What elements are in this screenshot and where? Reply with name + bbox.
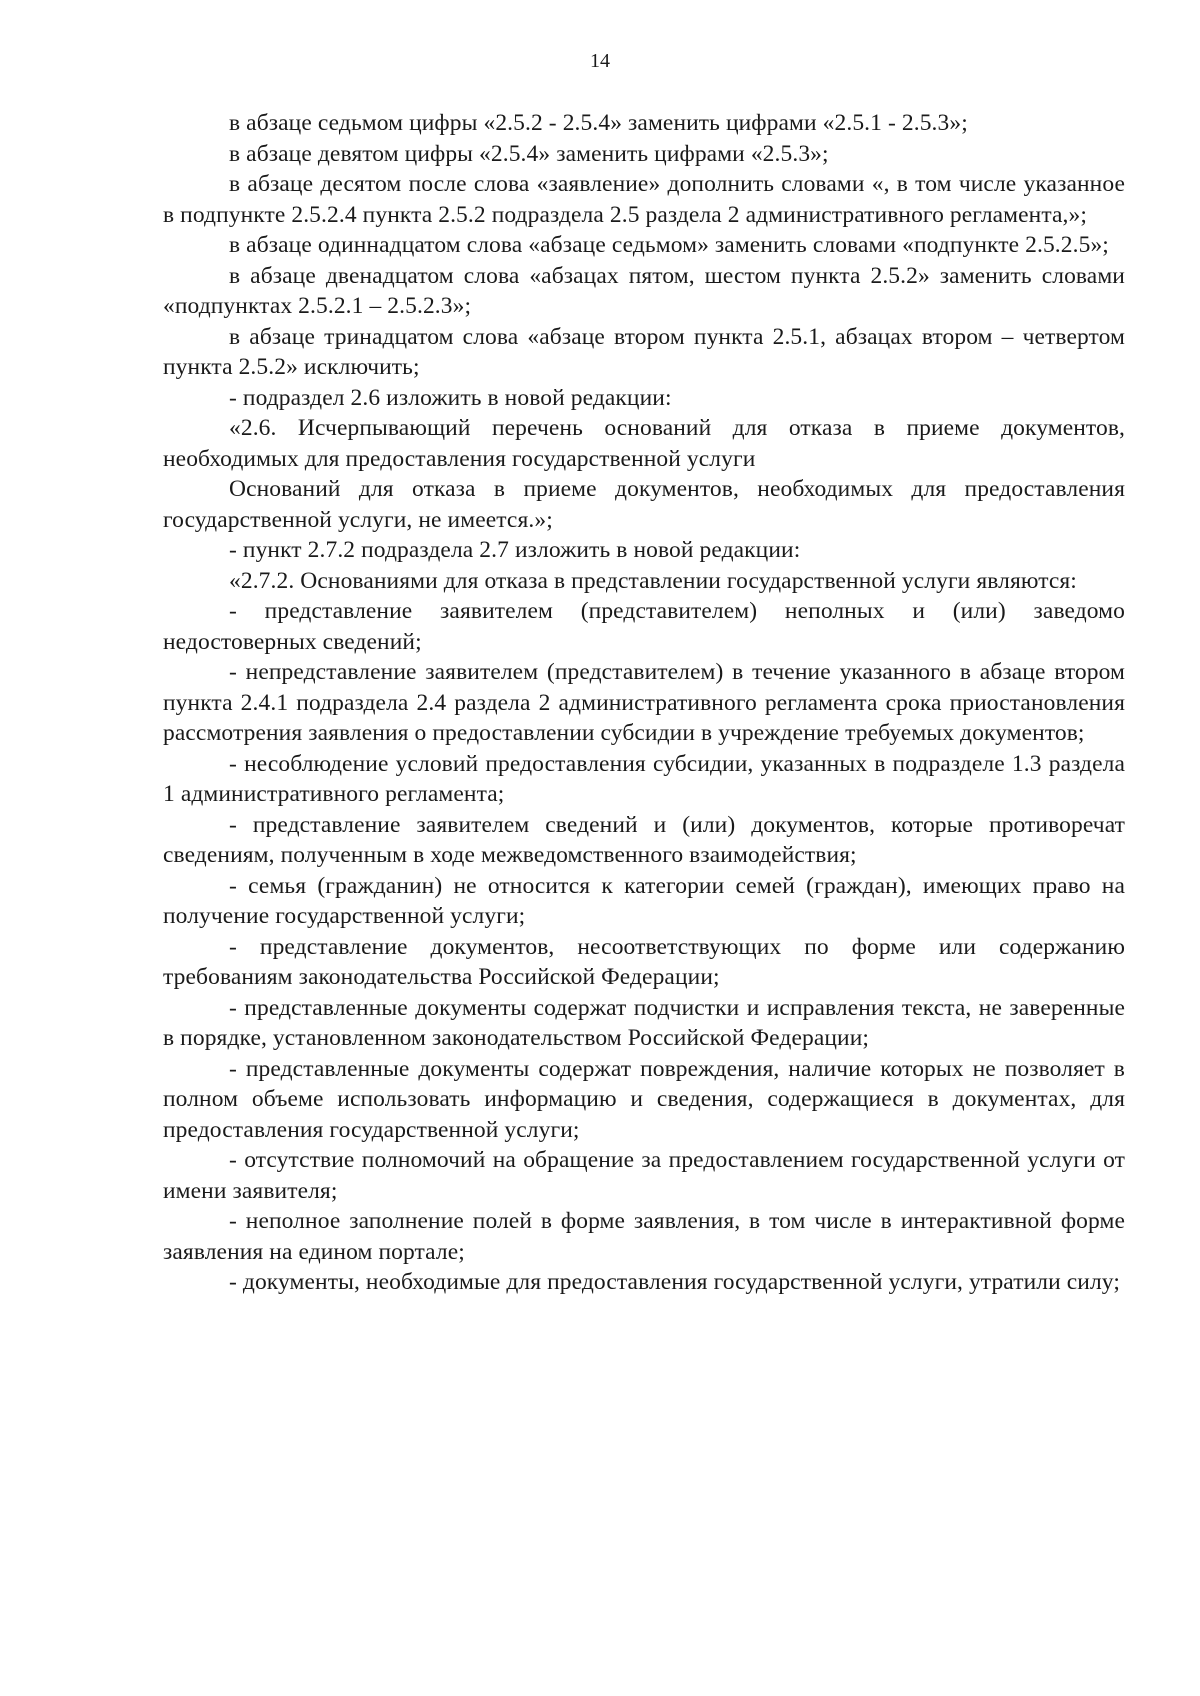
page-number: 14 (590, 50, 610, 72)
paragraph: - непредставление заявителем (представителем) в течение указанного в абзаце втором пункта 2.4.1 подраздела 2.4 раздела 2 административного регламента срока приостановления рассмотрения заявления о предоставлении субсидии в учреждение требуемых документов; (163, 659, 1125, 746)
paragraph: - несоблюдение условий предоставления субсидии, указанных в подразделе 1.3 раздела 1 административного регламента; (163, 750, 1125, 807)
paragraph: - отсутствие полномочий на обращение за предоставлением государственной услуги от имени заявителя; (163, 1147, 1125, 1204)
document-body (163, 108, 1125, 1298)
paragraph: в абзаце одиннадцатом слова «абзаце седьмом» заменить словами «подпункте 2.5.2.5»; (229, 232, 1109, 258)
paragraph: в абзаце седьмом цифры «2.5.2 - 2.5.4» заменить цифрами «2.5.1 - 2.5.3»; (229, 110, 968, 136)
paragraph: в абзаце десятом после слова «заявление» дополнить словами «, в том числе указанное в подпункте 2.5.2.4 пункта 2.5.2 подраздела 2.5 раздела 2 административного регламента,»; (163, 171, 1125, 228)
paragraph: - представление документов, несоответствующих по форме или содержанию требованиям законодательства Российской Федерации; (163, 933, 1125, 990)
paragraph: «2.6. Исчерпывающий перечень оснований для отказа в приеме документов, необходимых для предоставления государственной услуги (163, 415, 1125, 472)
paragraph: - представление заявителем сведений и (или) документов, которые противоречат сведениям, полученным в ходе межведомственного взаимодействия; (163, 811, 1125, 868)
paragraph: - документы, необходимые для предоставления государственной услуги, утратили силу; (229, 1269, 1120, 1295)
paragraph: в абзаце тринадцатом слова «абзаце втором пункта 2.5.1, абзацах втором – четвертом пункта 2.5.2» исключить; (163, 323, 1125, 380)
paragraph: «2.7.2. Основаниями для отказа в представлении государственной услуги являются: (229, 567, 1077, 594)
paragraph: - подраздел 2.6 изложить в новой редакции: (229, 384, 672, 411)
paragraph: Оснований для отказа в приеме документов, необходимых для предоставления государственной услуги, не имеется.»; (163, 476, 1125, 533)
paragraph: - неполное заполнение полей в форме заявления, в том числе в интерактивной форме заявления на едином портале; (163, 1208, 1125, 1265)
paragraph: - семья (гражданин) не относится к категории семей (граждан), имеющих право на получение государственной услуги; (163, 872, 1125, 929)
paragraph: - представленные документы содержат подчистки и исправления текста, не заверенные в порядке, установленном законодательством Российской Федерации; (163, 994, 1125, 1051)
paragraph: - представление заявителем (представителем) неполных и (или) заведомо недостоверных сведений; (163, 598, 1125, 655)
paragraph: - представленные документы содержат повреждения, наличие которых не позволяет в полном объеме использовать информацию и сведения, содержащиеся в документах, для предоставления государственной услуги; (163, 1055, 1125, 1143)
paragraph: - пункт 2.7.2 подраздела 2.7 изложить в новой редакции: (229, 537, 801, 563)
paragraph: в абзаце девятом цифры «2.5.4» заменить цифрами «2.5.3»; (229, 140, 829, 167)
paragraph: в абзаце двенадцатом слова «абзацах пятом, шестом пункта 2.5.2» заменить словами «подпунктах 2.5.2.1 – 2.5.2.3»; (163, 262, 1125, 319)
